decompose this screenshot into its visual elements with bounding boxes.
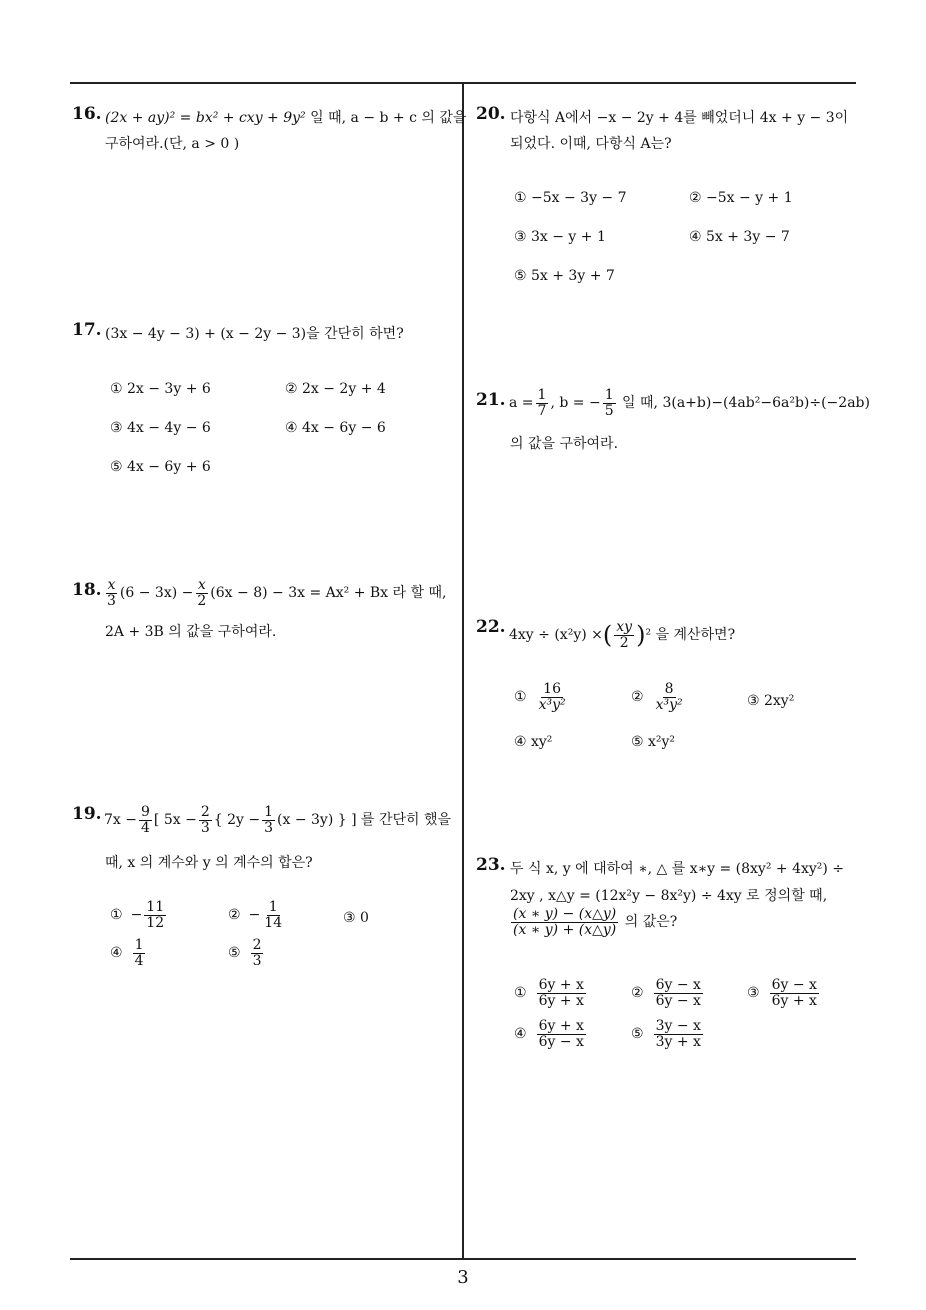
option-4[interactable]: ④ xy² (514, 734, 553, 750)
option-1[interactable]: ① − $\frac{11}{12}$ (110, 899, 165, 931)
option-2[interactable]: ② $\frac{6y - x}{6y - x}$ (631, 977, 701, 1009)
option-2[interactable]: ② $\frac{8}{\text{x³y²}}$ (631, 681, 683, 713)
option-5[interactable]: ⑤ x²y² (631, 734, 676, 750)
option-2[interactable]: ② 2x − 2y + 4 (285, 381, 386, 397)
expression: (6 − 3x) − (119, 585, 194, 602)
page-number: 3 (457, 1267, 469, 1288)
question-text: 다항식 A에서 −x − 2y + 4를 빼었더니 4x + y − 3이 (510, 110, 849, 126)
option-4[interactable]: ④ $\frac{6y + x}{6y - x}$ (514, 1018, 584, 1050)
option-5[interactable]: ⑤ $\frac{2}{3}$ (228, 937, 262, 969)
question-number: 19. (72, 804, 102, 824)
question-number: 22. (476, 617, 506, 637)
center-divider (462, 82, 464, 1259)
option-4[interactable]: ④ $\frac{1}{4}$ (110, 937, 144, 969)
question-text (509, 388, 870, 418)
equation: (2x + ay)² = bx² + cxy + 9y² (105, 110, 306, 126)
option-3[interactable]: ③ 4x − 4y − 6 (110, 420, 211, 436)
expression: , b = − (550, 395, 601, 412)
option-1[interactable]: ① 2x − 3y + 6 (110, 381, 211, 397)
option-2[interactable]: ② − $\frac{1}{14}$ (228, 899, 283, 931)
question-text-line3 (509, 907, 677, 937)
fraction: $\frac{1}{3}$ (264, 804, 274, 836)
expression: (x − 3y) } ] 를 간단히 했을 (277, 812, 452, 829)
option-1[interactable]: ① $\frac{16}{\text{x³y²}}$ (514, 681, 566, 713)
option-4[interactable]: ④ 4x − 6y − 6 (285, 420, 386, 436)
option-3[interactable]: ③ 3x − y + 1 (514, 229, 606, 245)
question-number: 16. (72, 104, 102, 124)
expression: a = (509, 395, 534, 412)
option-4[interactable]: ④ 5x + 3y − 7 (689, 229, 790, 245)
expression: 의 값은? (620, 914, 678, 931)
question-text: 두 식 x, y 에 대하여 ∗, △ 를 x∗y = (8xy² + 4xy²) ÷ (510, 861, 845, 877)
bottom-rule (70, 1258, 856, 1260)
expression: (6x − 8) − 3x = Ax² + Bx 라 할 때, (210, 585, 447, 602)
question-text: (3x − 4y − 3) + (x − 2y − 3)을 간단히 하면? (105, 326, 404, 342)
option-3[interactable]: ③ 0 (343, 910, 369, 926)
option-2[interactable]: ② −5x − y + 1 (689, 190, 793, 206)
question-number: 18. (72, 580, 102, 600)
option-3[interactable]: ③ 2xy² (747, 693, 795, 709)
option-5[interactable]: ⑤ $\frac{3y - x}{3y + x}$ (631, 1018, 701, 1050)
question-text (105, 107, 466, 127)
expression: [ 5x − (153, 812, 197, 829)
question-text-line2: 때, x 의 계수와 y 의 계수의 합은? (105, 855, 313, 871)
fraction: $\frac{x}{3}$ (107, 577, 116, 609)
fraction: $\frac{1}{5}$ (604, 387, 614, 419)
fraction: $\frac{9}{4}$ (140, 804, 150, 836)
question-text-line2: 되었다. 이때, 다항식 A는? (510, 136, 672, 152)
question-number: 21. (476, 390, 506, 410)
fraction: $\frac{2}{3}$ (200, 804, 210, 836)
fraction: $\frac{x}{2}$ (197, 577, 207, 609)
question-text-line2: 구하여라.(단, a > 0 ) (105, 136, 240, 152)
question-text-rest: 일 때, a − b + c 의 값을 (305, 110, 467, 126)
question-text (104, 805, 451, 835)
question-text: 4xy ÷ (x²y) ×( $\frac{xy}{2}$ )² 을 계산하면? (509, 619, 736, 651)
option-5[interactable]: ⑤ 5x + 3y + 7 (514, 268, 615, 284)
question-number: 23. (476, 855, 506, 875)
option-1[interactable]: ① $\frac{6y + x}{6y + x}$ (514, 977, 584, 1009)
option-1[interactable]: ① −5x − 3y − 7 (514, 190, 627, 206)
expression: ² 을 계산하면? (645, 627, 736, 644)
expression: 4xy ÷ (x²y) × (509, 627, 603, 644)
fraction: $\frac{xy}{2}$ (616, 619, 633, 651)
expression: 7x − (104, 812, 137, 829)
question-number: 20. (476, 104, 506, 124)
question-number: 17. (72, 320, 102, 340)
fraction: $\frac{1}{7}$ (537, 387, 547, 419)
expression: { 2y − (213, 812, 261, 829)
question-text-line2: 2xy , x△y = (12x²y − 8x²y) ÷ 4xy 로 정의할 때, (510, 888, 828, 904)
question-text-line2: 의 값을 구하여라. (510, 436, 619, 452)
expression: 일 때, 3(a+b)−(4ab²−6a²b)÷(−2ab) (617, 395, 870, 412)
question-text (103, 578, 446, 608)
question-text-line2: 2A + 3B 의 값을 구하여라. (105, 624, 277, 640)
fraction: $\frac{(x ∗ y) - (x\triangle y)}{(x ∗ y) + (x\triangle y)}$ (513, 906, 617, 938)
option-5[interactable]: ⑤ 4x − 6y + 6 (110, 459, 211, 475)
option-3[interactable]: ③ $\frac{6y - x}{6y + x}$ (747, 977, 817, 1009)
